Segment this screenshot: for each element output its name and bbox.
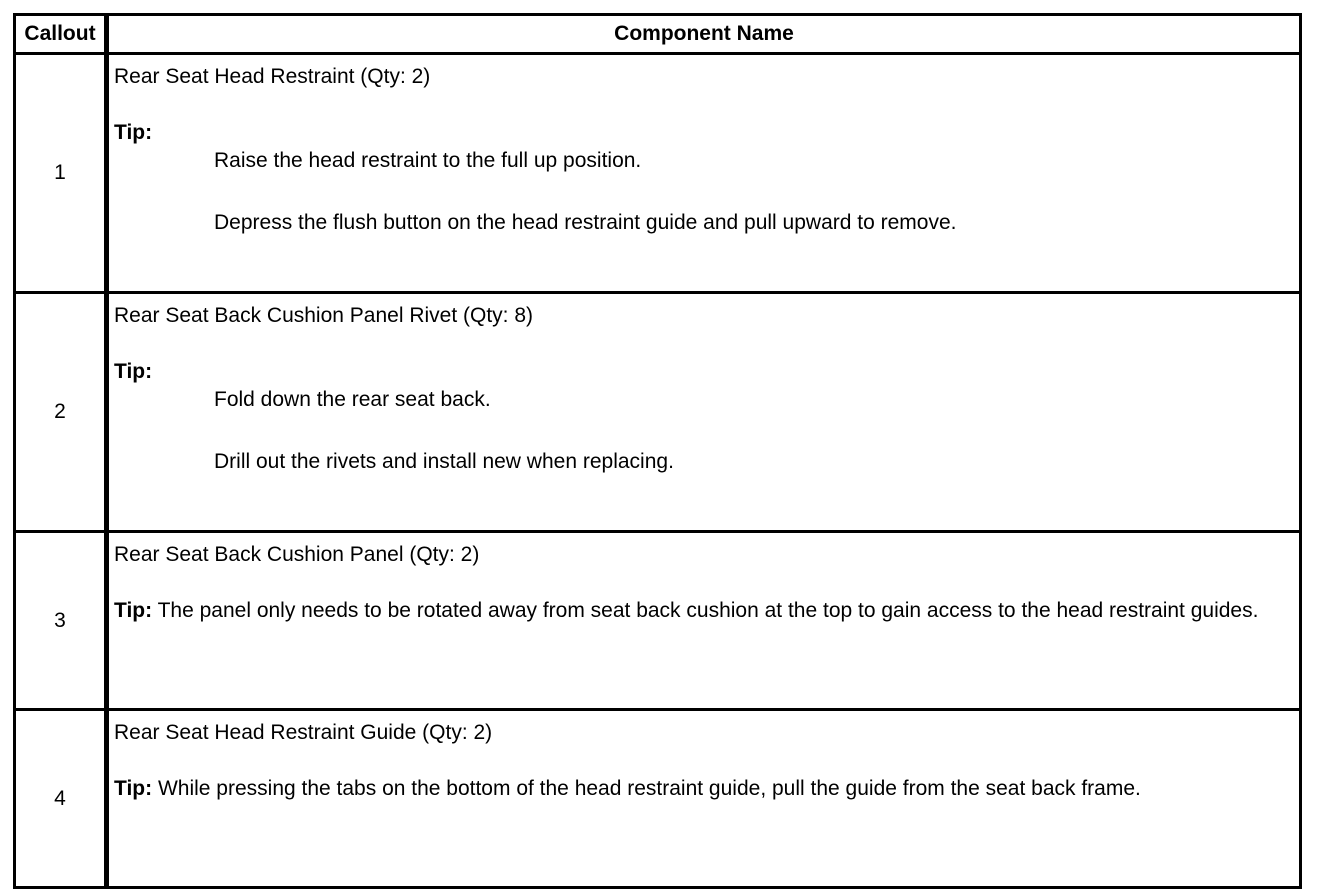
component-cell — [107, 54, 1301, 293]
table-row — [15, 293, 1301, 532]
tip-step: Depress the flush button on the head restraint guide and pull upward to remove. — [214, 211, 957, 234]
component-cell — [107, 532, 1301, 710]
table-row — [15, 54, 1301, 293]
tip-text: While pressing the tabs on the bottom of the head restraint guide, pull the guide from the seat back frame. — [157, 777, 1141, 800]
callout-header: Callout — [15, 15, 107, 54]
tip-steps — [214, 386, 1299, 476]
tip-step: Drill out the rivets and install new when replacing. — [214, 450, 674, 473]
component-name-header: Component Name — [107, 15, 1301, 54]
component-name: Rear Seat Head Restraint (Qty: 2) — [114, 65, 431, 88]
component-name: Rear Seat Head Restraint Guide (Qty: 2) — [114, 721, 493, 744]
tip-block — [114, 119, 1299, 237]
tip-text: The panel only needs to be rotated away from seat back cushion at the top to gain access to the head restraint guides. — [157, 599, 1259, 622]
tip-block — [114, 775, 1299, 803]
component-cell — [107, 710, 1301, 888]
tip-step: Fold down the rear seat back. — [214, 388, 491, 411]
component-name: Rear Seat Back Cushion Panel Rivet (Qty: 8) — [114, 304, 534, 327]
table-row — [15, 710, 1301, 888]
tip-block — [114, 597, 1299, 625]
component-cell — [107, 293, 1301, 532]
component-table — [13, 13, 1302, 889]
callout-number: 2 — [15, 293, 107, 532]
tip-label: Tip: — [114, 599, 153, 622]
tip-steps — [214, 147, 1299, 237]
tip-label: Tip: — [114, 777, 153, 800]
header-row — [15, 15, 1301, 54]
callout-number: 4 — [15, 710, 107, 888]
tip-label: Tip: — [114, 360, 153, 383]
table-row — [15, 532, 1301, 710]
component-name: Rear Seat Back Cushion Panel (Qty: 2) — [114, 543, 480, 566]
tip-label: Tip: — [114, 121, 153, 144]
tip-step: Raise the head restraint to the full up position. — [214, 149, 642, 172]
callout-number: 3 — [15, 532, 107, 710]
tip-block — [114, 358, 1299, 476]
callout-number: 1 — [15, 54, 107, 293]
